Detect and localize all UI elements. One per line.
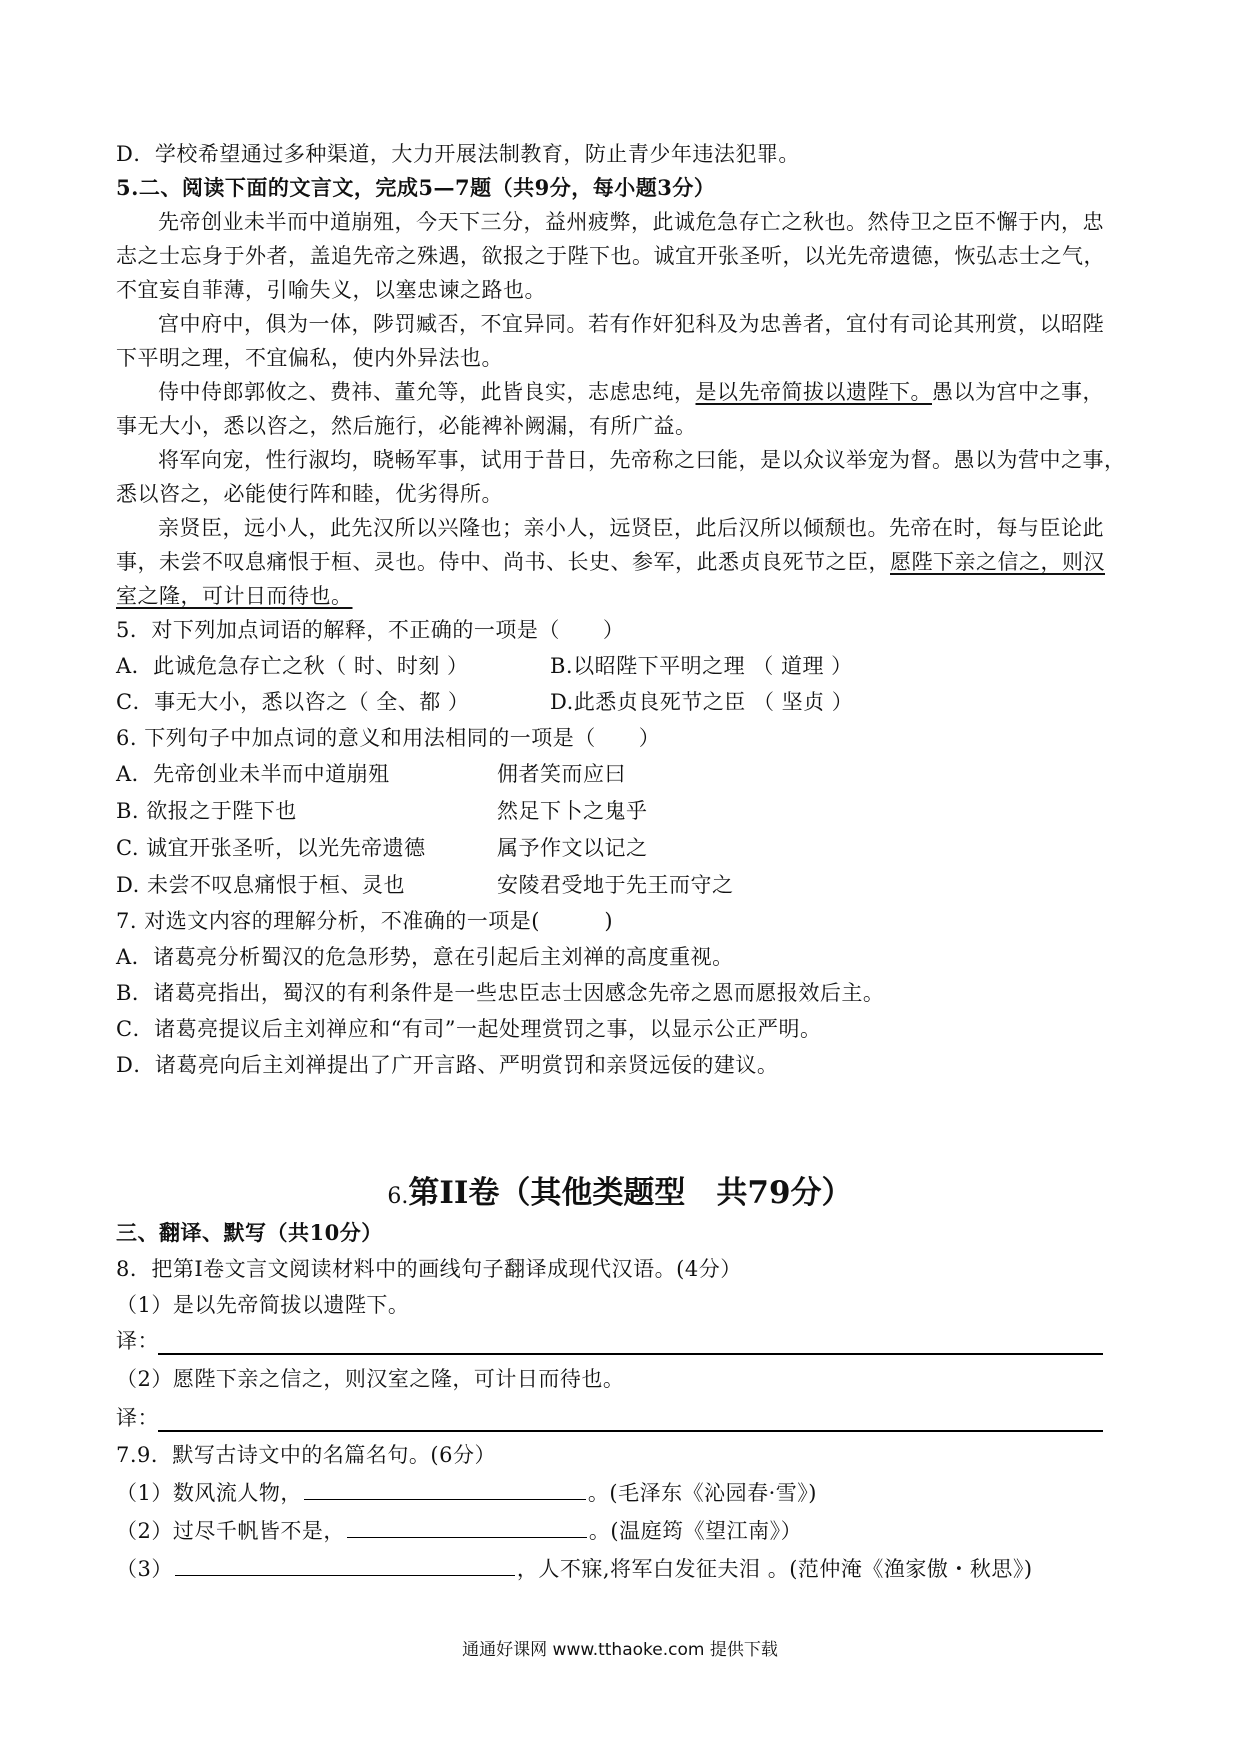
option-d-line: D．学校希望通过多种渠道，大力开展法制教育，防止青少年违法犯罪。 [116, 142, 800, 166]
passage-line: 下平明之理，不宜偏私，使内外异法也。 [116, 346, 503, 370]
passage-text: 愚以为宫中之事， [932, 380, 1104, 404]
q9-item-1 [116, 1478, 817, 1508]
q6-option-c-left: C. 诚宜开张圣听，以光先帝遗德 [116, 836, 426, 860]
question-9: 7.9．默写古诗文中的名篇名句。(6分） [116, 1443, 496, 1467]
q9-item-2-source: 。(温庭筠《望江南》） [588, 1519, 803, 1543]
passage-line: 事无大小，悉以咨之，然后施行，必能裨补阙漏，有所广益。 [116, 414, 697, 438]
fill-blank-2[interactable] [347, 1517, 587, 1538]
passage-line [116, 547, 1105, 577]
passage-line: 志之士忘身于外者，盖追先帝之殊遇，欲报之于陛下也。诚宜开张圣听，以光先帝遗德，恢弘志士之气， [116, 244, 1105, 268]
passage-text: 侍中侍郎郭攸之、费祎、董允等，此皆良实，志虑忠纯， [158, 380, 696, 404]
passage-line: 亲贤臣，远小人，此先汉所以兴隆也；亲小人，远贤臣，此后汉所以倾颓也。先帝在时，每与臣论此 [158, 516, 1104, 540]
q5-option-b: B.以昭陛下平明之理 （ 道理 ） [550, 654, 853, 678]
fill-blank-3[interactable] [175, 1555, 515, 1576]
q8-item-2: （2）愿陛下亲之信之，则汉室之隆，可计日而待也。 [116, 1367, 625, 1391]
section-2-heading: 5.二、阅读下面的文言文，完成5—7题（共9分，每小题3分） [116, 175, 716, 200]
underlined-sentence-1: 是以先帝简拔以遗陛下。 [695, 380, 932, 404]
passage-line [116, 581, 353, 611]
q5-option-a: A．此诚危急存亡之秋（ 时、时刻 ） [116, 654, 469, 678]
q9-item-2-text: （2）过尽千帆皆不是， [116, 1519, 345, 1543]
translation-label-1: 译： [116, 1329, 159, 1353]
translation-label-2: 译： [116, 1406, 159, 1430]
passage-line: 悉以咨之，必能使行阵和睦，优劣得所。 [116, 482, 503, 506]
q5-option-d: D.此悉贞良死节之臣 （ 坚贞 ） [550, 690, 854, 714]
q6-option-d-right: 安陵君受地于先王而守之 [497, 873, 734, 897]
part-2-title-text: 第II卷（其他类题型 共79分） [408, 1175, 853, 1211]
answer-line-1[interactable] [158, 1353, 1103, 1355]
q9-item-1-source: 。(毛泽东《沁园春·雪》) [587, 1481, 817, 1505]
fill-blank-1[interactable] [304, 1479, 586, 1500]
part-2-title [0, 1172, 1240, 1218]
question-8: 8．把第Ⅰ卷文言文阅读材料中的画线句子翻译成现代汉语。(4分） [116, 1257, 742, 1281]
footer-text: 通通好课网 www.tthaoke.com 提供下载 [462, 1640, 778, 1660]
underlined-sentence-2: 愿陛下亲之信之，则汉 [890, 550, 1105, 574]
q7-option-d: D．诸葛亮向后主刘禅提出了广开言路、严明赏罚和亲贤远佞的建议。 [116, 1053, 779, 1077]
question-5: 5．对下列加点词语的解释，不正确的一项是（ ） [116, 618, 625, 642]
question-7: 7. 对选文内容的理解分析，不准确的一项是( ) [116, 909, 614, 933]
part-2-prefix: 6. [387, 1184, 409, 1209]
passage-line [158, 377, 1104, 407]
answer-line-2[interactable] [158, 1430, 1103, 1432]
q6-option-d-left: D. 未尝不叹息痛恨于桓、灵也 [116, 873, 405, 897]
q7-option-b: B．诸葛亮指出，蜀汉的有利条件是一些忠臣志士因感念先帝之恩而愿报效后主。 [116, 981, 885, 1005]
passage-line: 不宜妄自菲薄，引喻失义，以塞忠谏之路也。 [116, 278, 546, 302]
passage-line: 宫中府中，俱为一体，陟罚臧否，不宜异同。若有作奸犯科及为忠善者，宜付有司论其刑赏，以昭陛 [158, 312, 1104, 336]
q5-option-c: C．事无大小，悉以咨之（ 全、都 ） [116, 690, 470, 714]
passage-line: 先帝创业未半而中道崩殂，今天下三分，益州疲弊，此诚危急存亡之秋也。然侍卫之臣不懈于内，忠 [158, 210, 1104, 234]
q9-item-2 [116, 1516, 802, 1546]
q6-option-c-right: 属予作文以记之 [497, 836, 648, 860]
q7-option-c: C．诸葛亮提议后主刘禅应和“有司”一起处理赏罚之事，以显示公正严明。 [116, 1017, 822, 1041]
underlined-sentence-2-cont: 室之隆，可计日而待也。 [116, 584, 353, 608]
passage-line: 将军向宠，性行淑均，晓畅军事，试用于昔日，先帝称之曰能，是以众议举宠为督。愚以为营中之事， [158, 448, 1126, 472]
q6-option-b-right: 然足下卜之鬼乎 [497, 799, 648, 823]
q7-option-a: A．诸葛亮分析蜀汉的危急形势，意在引起后主刘禅的高度重视。 [116, 945, 734, 969]
section-3-heading: 三、翻译、默写（共10分） [116, 1220, 383, 1245]
passage-text: 事，未尝不叹息痛恨于桓、灵也。侍中、尚书、长史、参军，此悉贞良死节之臣， [116, 550, 890, 574]
q9-item-3 [116, 1554, 1033, 1584]
q6-option-b-left: B. 欲报之于陛下也 [116, 799, 297, 823]
question-6: 6. 下列句子中加点词的意义和用法相同的一项是（ ） [116, 726, 661, 750]
q9-item-3-text: （3） [116, 1557, 173, 1581]
q9-item-1-text: （1）数风流人物， [116, 1481, 302, 1505]
q9-item-3-source: ，人不寐,将军白发征夫泪 。(范仲淹《渔家傲・秋思》) [516, 1557, 1033, 1581]
q8-item-1: （1）是以先帝简拔以遗陛下。 [116, 1293, 410, 1317]
q6-option-a-right: 佣者笑而应曰 [497, 762, 626, 786]
q6-option-a-left: A．先帝创业未半而中道崩殂 [116, 762, 390, 786]
